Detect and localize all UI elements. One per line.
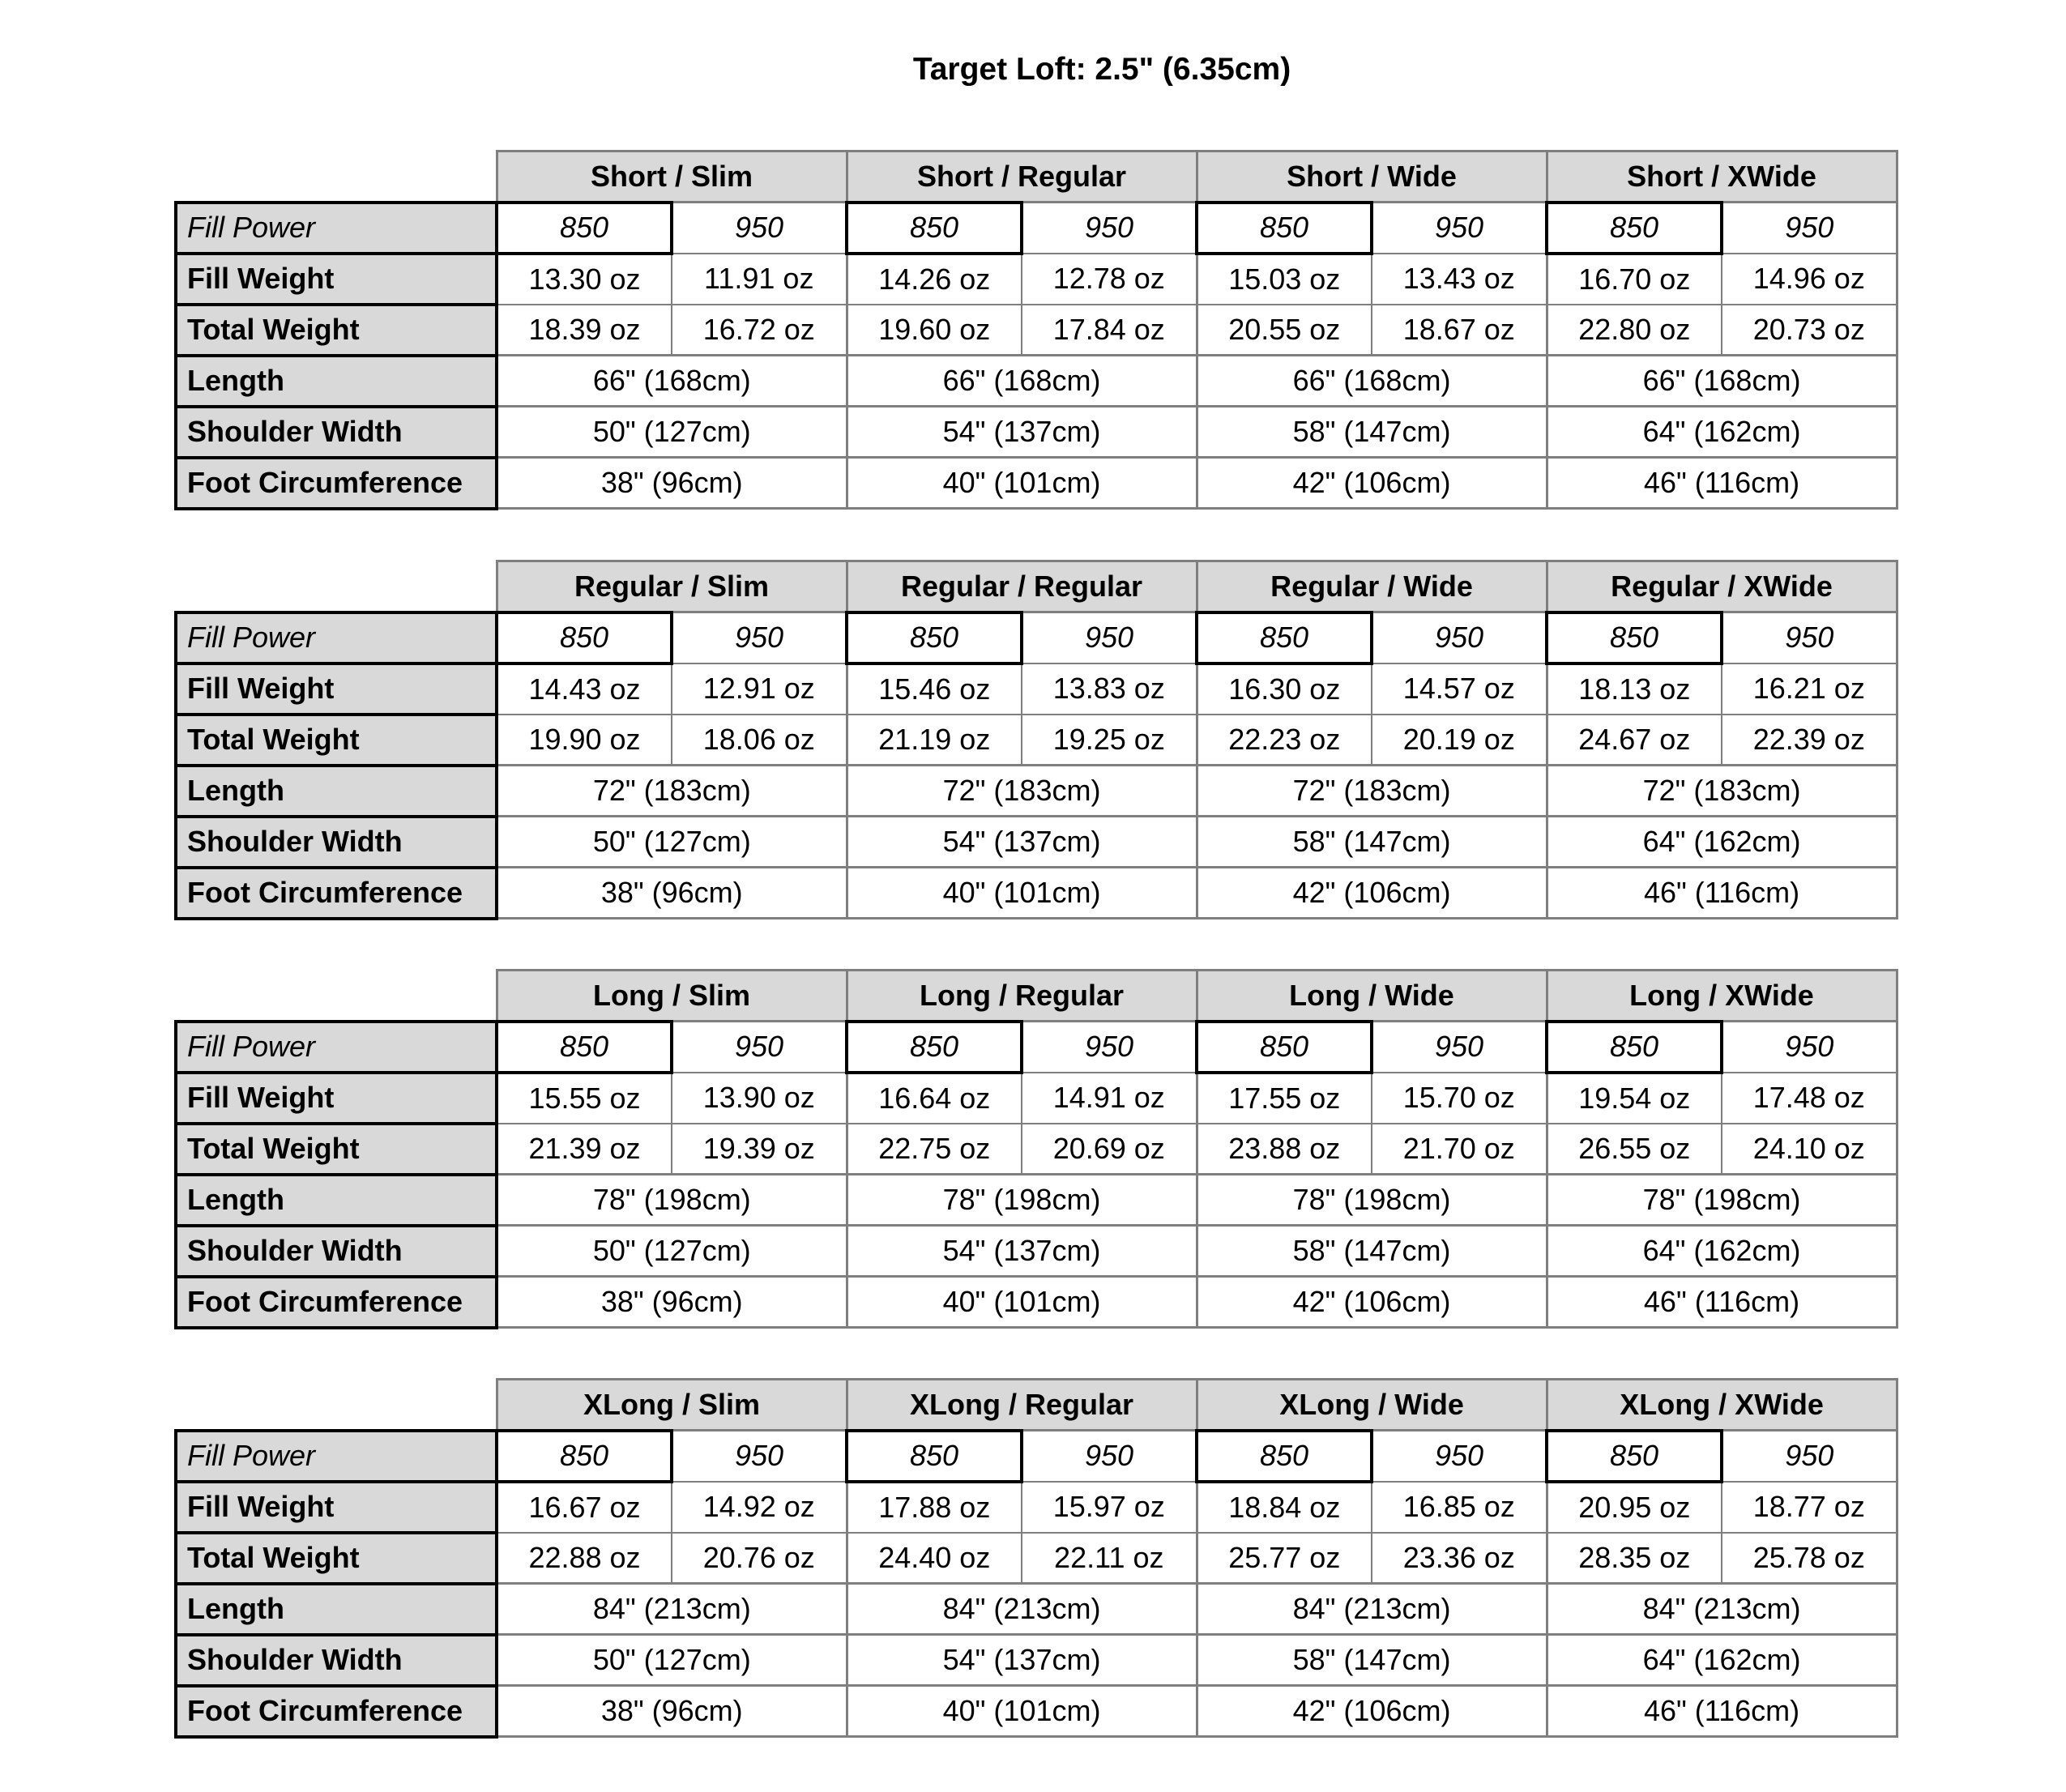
fill-power-cell: 950	[1022, 1022, 1197, 1073]
value-cell: 16.67 oz	[497, 1482, 672, 1533]
row-label-foot-circumference: Foot Circumference	[176, 868, 497, 919]
merged-value-cell: 84" (213cm)	[847, 1584, 1197, 1635]
merged-value-cell: 72" (183cm)	[1197, 766, 1547, 817]
value-cell: 16.85 oz	[1372, 1482, 1547, 1533]
value-cell: 22.23 oz	[1197, 715, 1372, 766]
value-cell: 20.73 oz	[1722, 305, 1897, 356]
merged-value-cell: 40" (101cm)	[847, 868, 1197, 919]
fill-power-cell: 850	[847, 1431, 1022, 1482]
value-cell: 16.64 oz	[847, 1073, 1022, 1124]
value-cell: 15.03 oz	[1197, 254, 1372, 305]
merged-value-cell: 50" (127cm)	[497, 1635, 847, 1686]
value-cell: 20.76 oz	[672, 1533, 847, 1584]
row-label-foot-circumference: Foot Circumference	[176, 458, 497, 509]
merged-value-cell: 38" (96cm)	[497, 458, 847, 509]
merged-value-cell: 38" (96cm)	[497, 868, 847, 919]
spec-table-short	[174, 150, 1898, 510]
row-label-length: Length	[176, 1584, 497, 1635]
value-cell: 15.70 oz	[1372, 1073, 1547, 1124]
merged-value-cell: 66" (168cm)	[497, 356, 847, 407]
merged-value-cell: 78" (198cm)	[497, 1175, 847, 1226]
merged-value-cell: 42" (106cm)	[1197, 1686, 1547, 1737]
value-cell: 23.36 oz	[1372, 1533, 1547, 1584]
row-label-total-weight: Total Weight	[176, 1124, 497, 1175]
value-cell: 20.95 oz	[1547, 1482, 1722, 1533]
value-cell: 24.40 oz	[847, 1533, 1022, 1584]
row-label-shoulder-width: Shoulder Width	[176, 1635, 497, 1686]
merged-value-cell: 84" (213cm)	[1197, 1584, 1547, 1635]
merged-value-cell: 66" (168cm)	[847, 356, 1197, 407]
fill-power-cell: 950	[672, 1431, 847, 1482]
merged-value-cell: 64" (162cm)	[1547, 1635, 1897, 1686]
table-corner-spacer	[176, 151, 497, 203]
fill-power-cell: 850	[847, 612, 1022, 663]
value-cell: 28.35 oz	[1547, 1533, 1722, 1584]
table-corner-spacer	[176, 1380, 497, 1431]
fill-power-cell: 850	[1547, 1022, 1722, 1073]
value-cell: 19.90 oz	[497, 715, 672, 766]
fill-power-cell: 950	[1372, 612, 1547, 663]
column-header: Long / Slim	[497, 971, 847, 1022]
column-header: XLong / Regular	[847, 1380, 1197, 1431]
row-label-shoulder-width: Shoulder Width	[176, 407, 497, 458]
merged-value-cell: 46" (116cm)	[1547, 868, 1897, 919]
value-cell: 21.39 oz	[497, 1124, 672, 1175]
value-cell: 18.39 oz	[497, 305, 672, 356]
value-cell: 17.55 oz	[1197, 1073, 1372, 1124]
column-header: Short / Wide	[1197, 151, 1547, 203]
fill-power-cell: 950	[672, 1022, 847, 1073]
fill-power-cell: 950	[1372, 1022, 1547, 1073]
merged-value-cell: 54" (137cm)	[847, 1635, 1197, 1686]
merged-value-cell: 58" (147cm)	[1197, 407, 1547, 458]
value-cell: 12.91 oz	[672, 663, 847, 715]
value-cell: 22.39 oz	[1722, 715, 1897, 766]
value-cell: 16.70 oz	[1547, 254, 1722, 305]
fill-power-cell: 950	[1022, 612, 1197, 663]
row-label-total-weight: Total Weight	[176, 305, 497, 356]
value-cell: 19.54 oz	[1547, 1073, 1722, 1124]
fill-power-cell: 950	[1722, 203, 1897, 254]
row-label-fill-power: Fill Power	[176, 1431, 497, 1482]
column-header: XLong / XWide	[1547, 1380, 1897, 1431]
row-label-shoulder-width: Shoulder Width	[176, 817, 497, 868]
merged-value-cell: 58" (147cm)	[1197, 817, 1547, 868]
column-header: Long / XWide	[1547, 971, 1897, 1022]
column-header: Long / Regular	[847, 971, 1197, 1022]
value-cell: 16.21 oz	[1722, 663, 1897, 715]
merged-value-cell: 84" (213cm)	[497, 1584, 847, 1635]
merged-value-cell: 42" (106cm)	[1197, 1277, 1547, 1328]
value-cell: 19.60 oz	[847, 305, 1022, 356]
value-cell: 12.78 oz	[1022, 254, 1197, 305]
value-cell: 14.57 oz	[1372, 663, 1547, 715]
value-cell: 21.19 oz	[847, 715, 1022, 766]
spec-table-long	[174, 969, 1898, 1329]
fill-power-cell: 850	[497, 1022, 672, 1073]
column-header: Long / Wide	[1197, 971, 1547, 1022]
merged-value-cell: 54" (137cm)	[847, 1226, 1197, 1277]
value-cell: 18.84 oz	[1197, 1482, 1372, 1533]
value-cell: 19.25 oz	[1022, 715, 1197, 766]
value-cell: 26.55 oz	[1547, 1124, 1722, 1175]
value-cell: 14.26 oz	[847, 254, 1022, 305]
merged-value-cell: 78" (198cm)	[847, 1175, 1197, 1226]
value-cell: 18.67 oz	[1372, 305, 1547, 356]
row-label-shoulder-width: Shoulder Width	[176, 1226, 497, 1277]
fill-power-cell: 950	[672, 203, 847, 254]
fill-power-cell: 950	[1722, 1022, 1897, 1073]
value-cell: 13.30 oz	[497, 254, 672, 305]
fill-power-cell: 850	[1197, 1022, 1372, 1073]
value-cell: 20.55 oz	[1197, 305, 1372, 356]
table-corner-spacer	[176, 971, 497, 1022]
fill-power-cell: 850	[847, 203, 1022, 254]
fill-power-cell: 850	[1547, 612, 1722, 663]
merged-value-cell: 38" (96cm)	[497, 1277, 847, 1328]
row-label-foot-circumference: Foot Circumference	[176, 1686, 497, 1737]
row-label-fill-power: Fill Power	[176, 203, 497, 254]
value-cell: 13.90 oz	[672, 1073, 847, 1124]
value-cell: 17.88 oz	[847, 1482, 1022, 1533]
column-header: Regular / XWide	[1547, 561, 1897, 612]
merged-value-cell: 50" (127cm)	[497, 407, 847, 458]
merged-value-cell: 66" (168cm)	[1547, 356, 1897, 407]
merged-value-cell: 40" (101cm)	[847, 458, 1197, 509]
value-cell: 22.75 oz	[847, 1124, 1022, 1175]
value-cell: 22.80 oz	[1547, 305, 1722, 356]
merged-value-cell: 46" (116cm)	[1547, 458, 1897, 509]
value-cell: 19.39 oz	[672, 1124, 847, 1175]
merged-value-cell: 40" (101cm)	[847, 1277, 1197, 1328]
spec-table-xlong	[174, 1378, 1898, 1739]
merged-value-cell: 46" (116cm)	[1547, 1686, 1897, 1737]
merged-value-cell: 72" (183cm)	[1547, 766, 1897, 817]
fill-power-cell: 850	[1197, 1431, 1372, 1482]
value-cell: 24.10 oz	[1722, 1124, 1897, 1175]
value-cell: 13.83 oz	[1022, 663, 1197, 715]
table-corner-spacer	[176, 561, 497, 612]
column-header: Short / Regular	[847, 151, 1197, 203]
merged-value-cell: 38" (96cm)	[497, 1686, 847, 1737]
value-cell: 14.92 oz	[672, 1482, 847, 1533]
merged-value-cell: 50" (127cm)	[497, 1226, 847, 1277]
fill-power-cell: 950	[1722, 612, 1897, 663]
row-label-fill-weight: Fill Weight	[176, 663, 497, 715]
value-cell: 18.77 oz	[1722, 1482, 1897, 1533]
fill-power-cell: 850	[1197, 203, 1372, 254]
merged-value-cell: 46" (116cm)	[1547, 1277, 1897, 1328]
row-label-foot-circumference: Foot Circumference	[176, 1277, 497, 1328]
row-label-length: Length	[176, 1175, 497, 1226]
fill-power-cell: 850	[497, 203, 672, 254]
merged-value-cell: 66" (168cm)	[1197, 356, 1547, 407]
value-cell: 14.43 oz	[497, 663, 672, 715]
page-title: Target Loft: 2.5" (6.35cm)	[912, 52, 1291, 87]
merged-value-cell: 72" (183cm)	[497, 766, 847, 817]
spec-table-regular	[174, 560, 1898, 920]
value-cell: 21.70 oz	[1372, 1124, 1547, 1175]
column-header: Short / XWide	[1547, 151, 1897, 203]
value-cell: 18.13 oz	[1547, 663, 1722, 715]
row-label-fill-power: Fill Power	[176, 612, 497, 663]
merged-value-cell: 64" (162cm)	[1547, 407, 1897, 458]
column-header: Short / Slim	[497, 151, 847, 203]
merged-value-cell: 84" (213cm)	[1547, 1584, 1897, 1635]
row-label-fill-weight: Fill Weight	[176, 254, 497, 305]
fill-power-cell: 950	[1372, 203, 1547, 254]
value-cell: 22.88 oz	[497, 1533, 672, 1584]
merged-value-cell: 58" (147cm)	[1197, 1226, 1547, 1277]
fill-power-cell: 850	[497, 1431, 672, 1482]
value-cell: 14.91 oz	[1022, 1073, 1197, 1124]
merged-value-cell: 64" (162cm)	[1547, 1226, 1897, 1277]
merged-value-cell: 72" (183cm)	[847, 766, 1197, 817]
fill-power-cell: 950	[1372, 1431, 1547, 1482]
value-cell: 14.96 oz	[1722, 254, 1897, 305]
value-cell: 24.67 oz	[1547, 715, 1722, 766]
column-header: XLong / Wide	[1197, 1380, 1547, 1431]
merged-value-cell: 78" (198cm)	[1197, 1175, 1547, 1226]
merged-value-cell: 54" (137cm)	[847, 817, 1197, 868]
merged-value-cell: 42" (106cm)	[1197, 458, 1547, 509]
column-header: Regular / Wide	[1197, 561, 1547, 612]
fill-power-cell: 850	[847, 1022, 1022, 1073]
value-cell: 18.06 oz	[672, 715, 847, 766]
value-cell: 25.78 oz	[1722, 1533, 1897, 1584]
fill-power-cell: 850	[1547, 1431, 1722, 1482]
value-cell: 25.77 oz	[1197, 1533, 1372, 1584]
value-cell: 20.69 oz	[1022, 1124, 1197, 1175]
merged-value-cell: 42" (106cm)	[1197, 868, 1547, 919]
row-label-fill-weight: Fill Weight	[176, 1482, 497, 1533]
value-cell: 20.19 oz	[1372, 715, 1547, 766]
value-cell: 15.46 oz	[847, 663, 1022, 715]
fill-power-cell: 850	[1197, 612, 1372, 663]
value-cell: 22.11 oz	[1022, 1533, 1197, 1584]
fill-power-cell: 950	[672, 612, 847, 663]
value-cell: 23.88 oz	[1197, 1124, 1372, 1175]
value-cell: 15.55 oz	[497, 1073, 672, 1124]
value-cell: 16.30 oz	[1197, 663, 1372, 715]
fill-power-cell: 950	[1022, 1431, 1197, 1482]
value-cell: 16.72 oz	[672, 305, 847, 356]
row-label-fill-power: Fill Power	[176, 1022, 497, 1073]
row-label-total-weight: Total Weight	[176, 1533, 497, 1584]
merged-value-cell: 50" (127cm)	[497, 817, 847, 868]
merged-value-cell: 40" (101cm)	[847, 1686, 1197, 1737]
merged-value-cell: 54" (137cm)	[847, 407, 1197, 458]
row-label-total-weight: Total Weight	[176, 715, 497, 766]
value-cell: 11.91 oz	[672, 254, 847, 305]
fill-power-cell: 950	[1022, 203, 1197, 254]
merged-value-cell: 58" (147cm)	[1197, 1635, 1547, 1686]
row-label-length: Length	[176, 766, 497, 817]
value-cell: 17.84 oz	[1022, 305, 1197, 356]
value-cell: 17.48 oz	[1722, 1073, 1897, 1124]
value-cell: 15.97 oz	[1022, 1482, 1197, 1533]
merged-value-cell: 78" (198cm)	[1547, 1175, 1897, 1226]
fill-power-cell: 850	[497, 612, 672, 663]
fill-power-cell: 850	[1547, 203, 1722, 254]
column-header: Regular / Slim	[497, 561, 847, 612]
value-cell: 13.43 oz	[1372, 254, 1547, 305]
row-label-length: Length	[176, 356, 497, 407]
merged-value-cell: 64" (162cm)	[1547, 817, 1897, 868]
row-label-fill-weight: Fill Weight	[176, 1073, 497, 1124]
fill-power-cell: 950	[1722, 1431, 1897, 1482]
column-header: XLong / Slim	[497, 1380, 847, 1431]
column-header: Regular / Regular	[847, 561, 1197, 612]
